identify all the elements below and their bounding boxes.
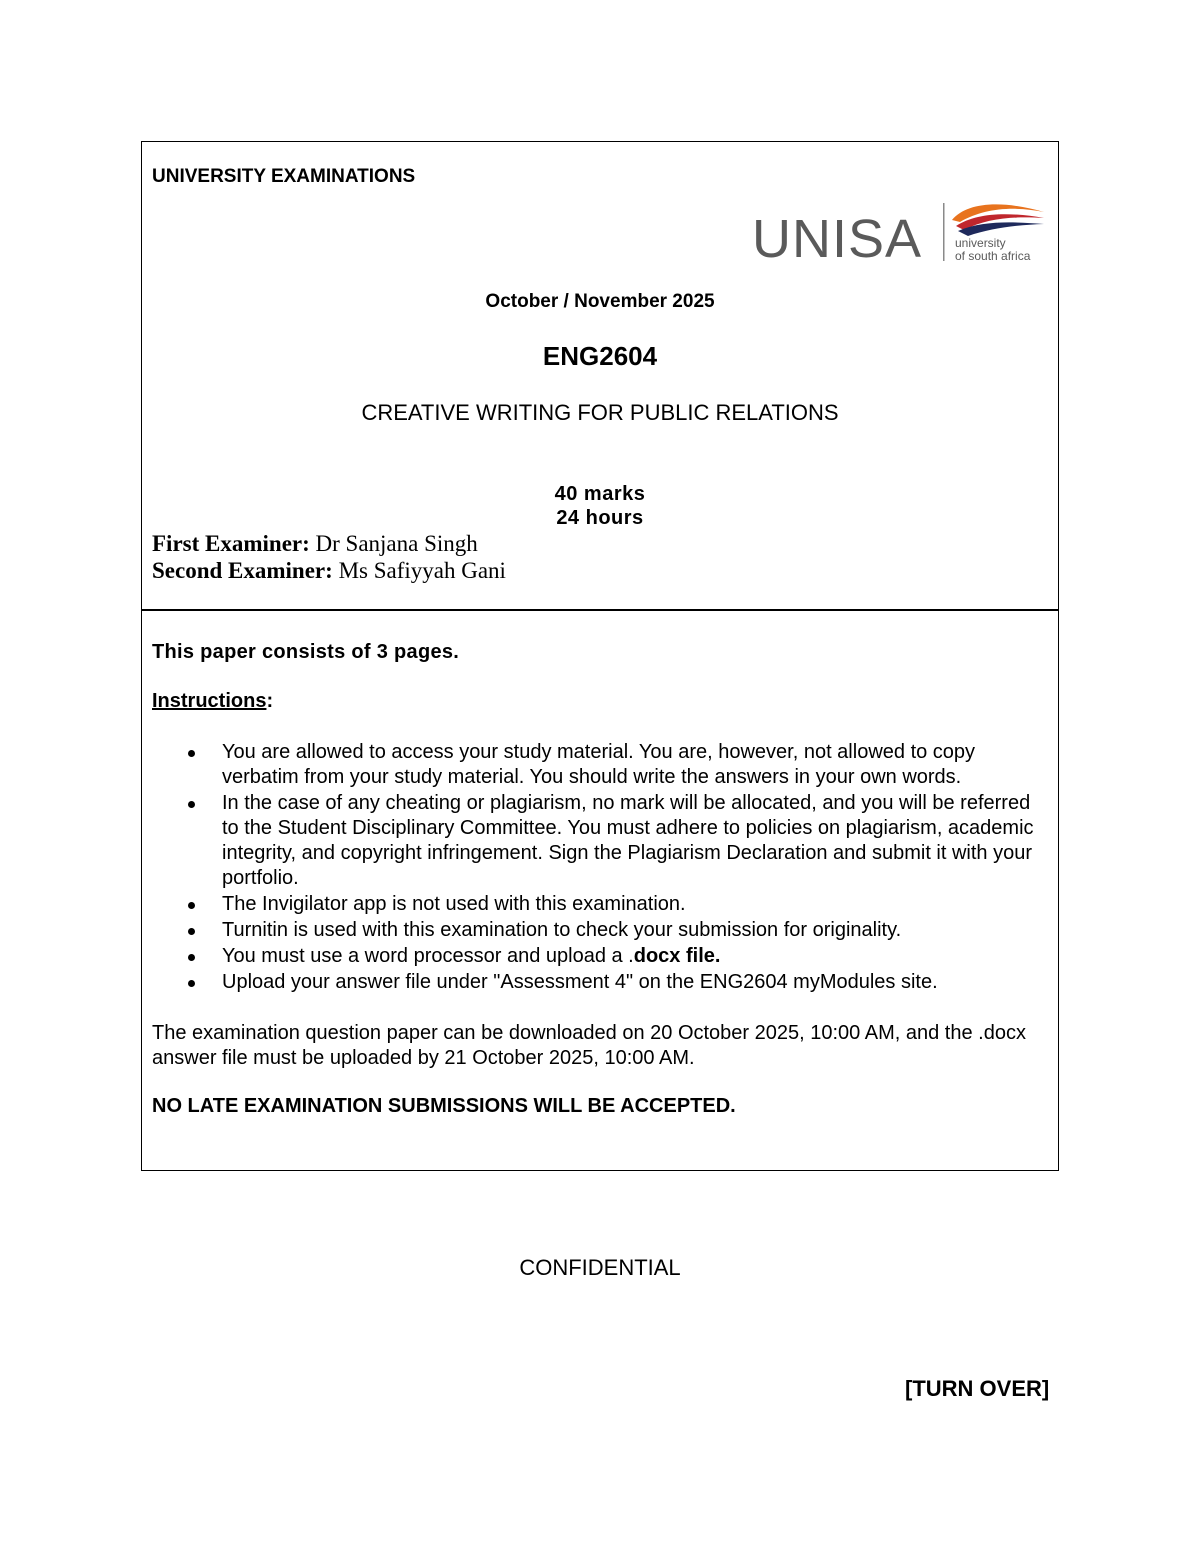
instruction-item: Turnitin is used with this examination to check your submission for originality.: [152, 918, 1052, 943]
logo-tagline-line2: of south africa: [955, 249, 1031, 263]
instruction-item: In the case of any cheating or plagiarism, no mark will be allocated, and you will be referred to the Student Disciplinary Committee. You must adhere to policies on plagiarism, academic integrity, and copyright infringement. Sign the Plagiarism Declaration and submit it with your portfolio.: [152, 791, 1052, 891]
exam-date: October / November 2025: [485, 291, 715, 312]
module-title: CREATIVE WRITING FOR PUBLIC RELATIONS: [361, 400, 839, 425]
instruction-item: The Invigilator app is not used with this examination.: [152, 892, 1052, 917]
schedule-paragraph: The examination question paper can be downloaded on 20 October 2025, 10:00 AM, and the .docx answer file must be uploaded by 21 October 2025, 10:00 AM.: [152, 1022, 1026, 1069]
first-examiner: [152, 531, 478, 557]
instructions-list: [152, 740, 1052, 996]
module-code: ENG2604: [542, 341, 658, 371]
exam-duration: 24 hours: [556, 507, 644, 529]
instructions-heading: [152, 690, 273, 713]
instruction-item: You are allowed to access your study material. You are, however, not allowed to copy verbatim from your study material. You should write the answers in your own words.: [152, 740, 1052, 790]
instructions-heading-text: Instructions: [152, 690, 267, 712]
second-examiner-label: Second Examiner:: [152, 558, 333, 583]
university-examinations-heading: UNIVERSITY EXAMINATIONS: [152, 166, 416, 187]
instructions-heading-colon: :: [266, 690, 274, 712]
no-late-submissions-notice: NO LATE EXAMINATION SUBMISSIONS WILL BE ACCEPTED.: [152, 1095, 736, 1117]
first-examiner-name: Dr Sanjana Singh: [315, 531, 478, 556]
docx-instruction-text: You must use a word processor and upload a .: [222, 945, 634, 967]
second-examiner-name: Ms Safiyyah Gani: [338, 558, 506, 583]
second-examiner: [152, 558, 506, 584]
confidential-label: CONFIDENTIAL: [519, 1255, 681, 1280]
instruction-item-upload: Upload your answer file under "Assessment 4" on the ENG2604 myModules site.: [152, 970, 1052, 995]
total-marks: 40 marks: [554, 483, 646, 505]
logo-tagline-line1: university: [955, 236, 1006, 250]
turn-over-label: [TURN OVER]: [905, 1376, 1050, 1401]
logo-flag-orange: [952, 204, 1044, 222]
docx-instruction-bold: docx file.: [633, 945, 721, 967]
first-examiner-label: First Examiner:: [152, 531, 310, 556]
logo-separator: [943, 203, 945, 261]
unisa-logo: [752, 198, 1047, 268]
instruction-item-docx: [152, 944, 1052, 969]
page-count-note: This paper consists of 3 pages.: [152, 641, 460, 663]
logo-wordmark: UNISA: [752, 209, 923, 268]
